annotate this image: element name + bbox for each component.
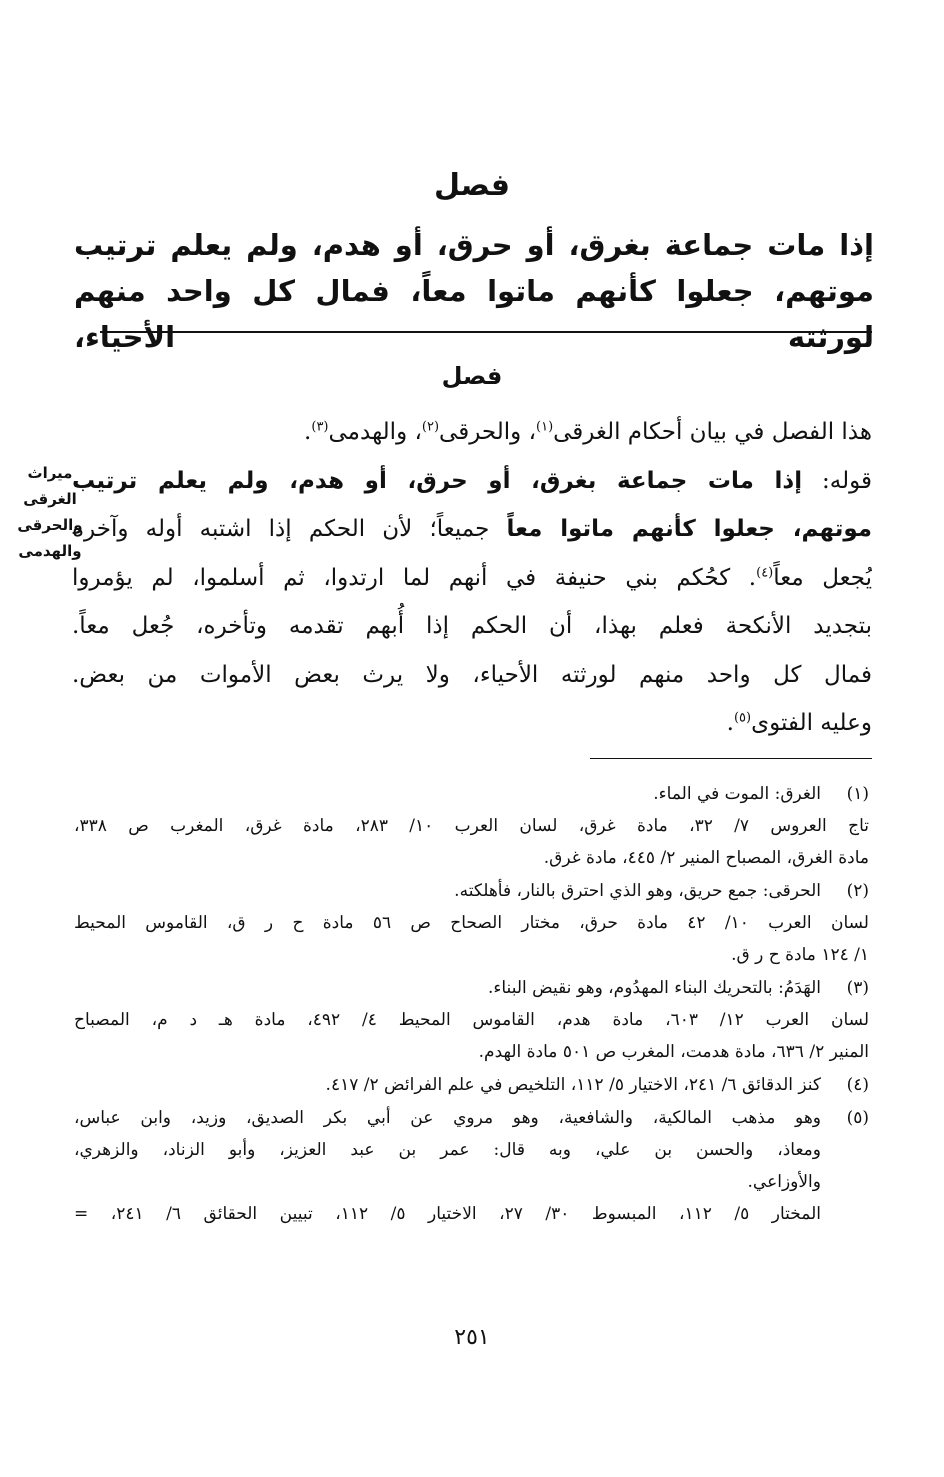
footnote-body xyxy=(74,1102,821,1230)
footnote-line: لسان العرب ١٠/ ٤٢ مادة حرق، مختار الصحاح ص ٥٦ مادة ح ر ق، القاموس المحيط xyxy=(74,913,869,933)
text-span: . xyxy=(304,419,312,445)
footnote-line: لسان العرب ١٢/ ٦٠٣، مادة هدم، القاموس المحيط ٤/ ٤٩٢، مادة هـ د م، المصباح xyxy=(74,1010,869,1030)
footnote-ref-5[interactable]: (٥) xyxy=(733,710,752,726)
page-number: ٢٥١ xyxy=(454,1325,490,1350)
footnote-separator xyxy=(590,758,872,759)
margin-note-line: والهدمى xyxy=(18,542,82,560)
footnote-number: (٥) xyxy=(846,1108,869,1128)
footnote-number: (٤) xyxy=(846,1075,869,1095)
footnotes xyxy=(74,778,869,1231)
margin-note-line: الغرقى xyxy=(23,490,77,508)
section-heading-matn: فصل xyxy=(434,168,510,203)
footnote-ref-3[interactable]: (٣) xyxy=(311,419,329,435)
footnote-line: مادة الغرق، المصباح المنير ٢/ ٤٤٥، مادة غرق. xyxy=(543,848,869,868)
footnote-ref-2[interactable]: (٢) xyxy=(421,419,440,435)
footnote-ref-4[interactable]: (٤) xyxy=(756,564,774,580)
text-span: هذا الفصل في بيان أحكام الغرقى xyxy=(553,419,872,445)
commentary-line-7 xyxy=(72,699,872,748)
matn-line-2: موتهم، جعلوا كأنهم ماتوا معاً، فمال كل واحد منهم لورثته الأحياء، xyxy=(74,274,874,354)
footnote-line: المختار ٥/ ١١٢، المبسوط ٣٠/ ٢٧، الاختيار ٥/ ١١٢، تبيين الحقائق ٦/ ٢٤١، = xyxy=(74,1204,821,1224)
footnote-2 xyxy=(74,875,869,971)
footnote-line: ١/ ١٢٤ مادة ح ر ق. xyxy=(731,945,869,965)
text-span: ، والحرقى xyxy=(439,419,536,445)
footnote-line: تاج العروس ٧/ ٣٢، مادة غرق، لسان العرب ١٠/ ٢٨٣، مادة غرق، المغرب ص ٣٣٨، xyxy=(74,816,869,836)
footnote-4 xyxy=(74,1069,869,1101)
footnote-number: (١) xyxy=(846,784,869,804)
text-span: . xyxy=(726,710,734,736)
text-span: . كحُكم بني حنيفة في أنهم لما ارتدوا، ثم أسلموا، لم يؤمروا xyxy=(72,564,757,591)
commentary-line-4 xyxy=(72,554,872,603)
footnote-line: وهو مذهب المالكية، والشافعية، وهو مروي عن أبي بكر الصديق، وزيد، وابن عباس، xyxy=(74,1108,821,1128)
section-divider xyxy=(100,331,872,333)
text-span: وعليه الفتوى xyxy=(751,710,872,736)
footnote-body xyxy=(74,1069,821,1101)
text-span: يُجعل معاً xyxy=(773,564,872,591)
text-span: قوله: xyxy=(802,467,872,494)
footnote-1 xyxy=(74,778,869,874)
footnote-line: والأوزاعي. xyxy=(747,1172,821,1192)
footnote-5 xyxy=(74,1102,869,1230)
footnote-3 xyxy=(74,972,869,1068)
commentary-line-5: بتجديد الأنكحة فعلم بهذا، أن الحكم إذا أُبهم تقدمه وتأخره، جُعل معاً. xyxy=(72,613,872,639)
margin-note-line: ميراث xyxy=(27,464,73,482)
commentary-text xyxy=(72,408,872,748)
text-span: جميعاً؛ لأن الحكم إذا اشتبه أوله وآخره xyxy=(72,516,507,542)
footnote-ref-1[interactable]: (١) xyxy=(536,419,554,435)
commentary-line-2 xyxy=(72,457,872,506)
quoted-matn: إذا مات جماعة بغرق، أو حرق، أو هدم، ولم يعلم ترتيب xyxy=(72,467,803,494)
commentary-line-3 xyxy=(72,505,872,554)
footnote-body xyxy=(74,875,869,971)
footnote-line: الحرقى: جمع حريق، وهو الذي احترق بالنار، فأهلكته. xyxy=(454,881,821,901)
footnote-line: المنير ٢/ ٦٣٦، مادة هدمت، المغرب ص ٥٠١ مادة الهدم. xyxy=(478,1042,869,1062)
quoted-matn: موتهم، جعلوا كأنهم ماتوا معاً xyxy=(506,516,872,542)
matn-text xyxy=(74,222,874,360)
footnote-body xyxy=(74,778,869,874)
footnote-line: الغرق: الموت في الماء. xyxy=(653,784,821,804)
footnote-line: الهَدَمُ: بالتحريك البناء المهدُوم، وهو نقيض البناء. xyxy=(487,978,821,998)
commentary-line-1 xyxy=(72,408,872,457)
margin-note-line: والحرقى xyxy=(17,516,83,534)
margin-note xyxy=(10,460,90,564)
section-heading-commentary: فصل xyxy=(441,362,503,390)
text-span: ، والهدمى xyxy=(328,419,422,445)
footnote-number: (٢) xyxy=(846,881,869,901)
footnote-line: ومعاذ، والحسن بن علي، وبه قال: عمر بن عبد العزيز، وأبو الزناد، والزهري، xyxy=(74,1140,821,1160)
footnote-number: (٣) xyxy=(846,978,869,998)
matn-line-1: إذا مات جماعة بغرق، أو حرق، أو هدم، ولم يعلم ترتيب xyxy=(74,228,874,262)
footnote-line: كنز الدقائق ٦/ ٢٤١، الاختيار ٥/ ١١٢، التلخيص في علم الفرائض ٢/ ٤١٧. xyxy=(325,1075,821,1095)
commentary-line-6: فمال كل واحد منهم لورثته الأحياء، ولا يرث بعض الأموات من بعض. xyxy=(72,661,872,688)
footnote-body xyxy=(74,972,869,1068)
